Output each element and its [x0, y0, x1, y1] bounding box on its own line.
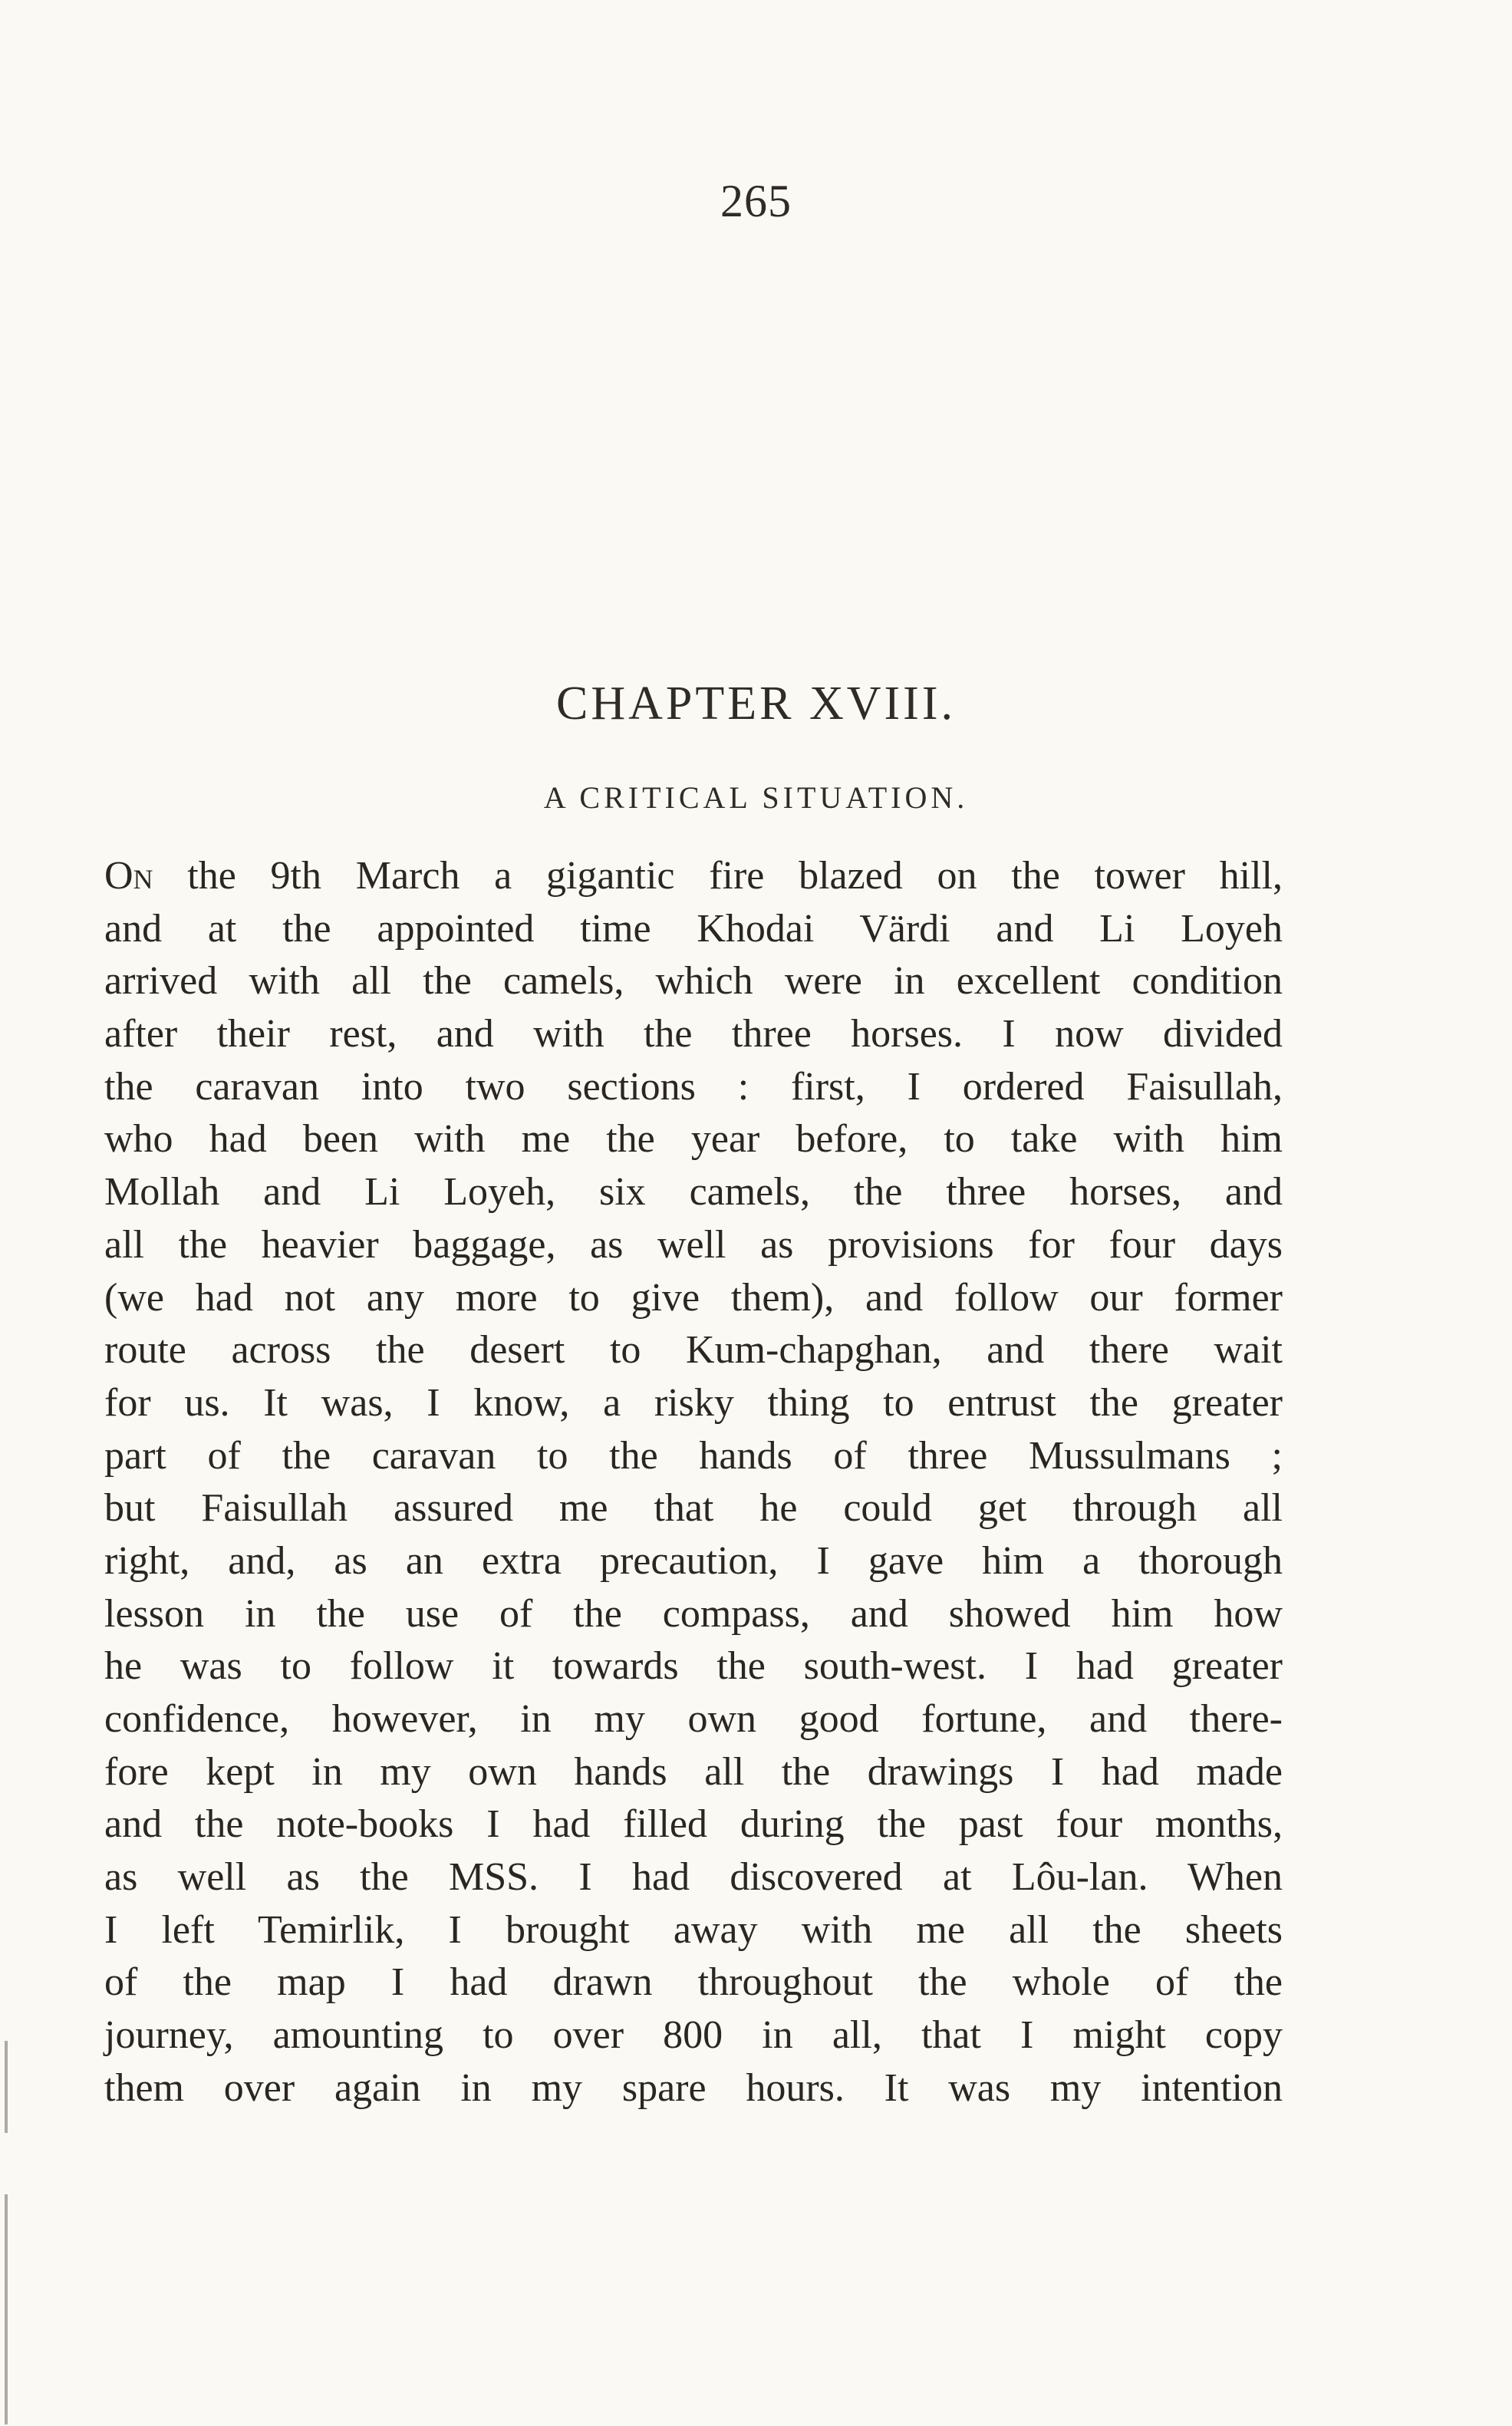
- text-line: fore kept in my own hands all the drawings I had made: [104, 1749, 1283, 1794]
- body-text: [104, 850, 1283, 2115]
- text-line: Mollah and Li Loyeh, six camels, the three horses, and: [104, 1170, 1283, 1215]
- text-line: he was to follow it towards the south-west. I had greater: [104, 1644, 1283, 1689]
- text-line: who had been with me the year before, to take with him: [104, 1117, 1283, 1162]
- text-line: after their rest, and with the three horses. I now divided: [104, 1012, 1283, 1056]
- text-line: (we had not any more to give them), and follow our former: [104, 1275, 1283, 1320]
- text-line: I left Temirlik, I brought away with me all the sheets: [104, 1907, 1283, 1952]
- text-line: journey, amounting to over 800 in all, that I might copy: [104, 2013, 1283, 2058]
- text-line: but Faisullah assured me that he could get through all: [104, 1486, 1283, 1531]
- text-line: the caravan into two sections : first, I ordered Faisullah,: [104, 1064, 1283, 1109]
- text-line: confidence, however, in my own good fortune, and there-: [104, 1697, 1283, 1741]
- text-line: [104, 850, 1283, 903]
- text-line: route across the desert to Kum-chapghan, and there wait: [104, 1328, 1283, 1373]
- text-line: arrived with all the camels, which were in excellent condition: [104, 959, 1283, 1004]
- opening-word: On: [104, 854, 153, 898]
- text-line: and at the appointed time Khodai Värdi and Li Loyeh: [104, 906, 1283, 951]
- text-line: lesson in the use of the compass, and showed him how: [104, 1591, 1283, 1636]
- chapter-title: CHAPTER XVIII.: [556, 677, 956, 730]
- text-line: them over again in my spare hours. It was my intention: [104, 2065, 1283, 2110]
- text-line: right, and, as an extra precaution, I gave him a thorough: [104, 1538, 1283, 1583]
- binding-edge-mark: [5, 2194, 8, 2424]
- text-line: part of the caravan to the hands of three Mussulmans ;: [104, 1433, 1283, 1478]
- text-line-content: the 9th March a gigantic fire blazed on the tower hill,: [153, 854, 1283, 898]
- text-line: all the heavier baggage, as well as provisions for four days: [104, 1222, 1283, 1267]
- text-line: and the note-books I had filled during the past four months,: [104, 1802, 1283, 1847]
- chapter-subtitle: A CRITICAL SITUATION.: [543, 780, 969, 815]
- text-line: of the map I had drawn throughout the whole of the: [104, 1960, 1283, 2005]
- text-line: for us. It was, I know, a risky thing to entrust the greater: [104, 1380, 1283, 1425]
- page-number: 265: [720, 176, 792, 226]
- text-line: as well as the MSS. I had discovered at Lôu-lan. When: [104, 1855, 1283, 1900]
- binding-edge-mark: [5, 2041, 8, 2133]
